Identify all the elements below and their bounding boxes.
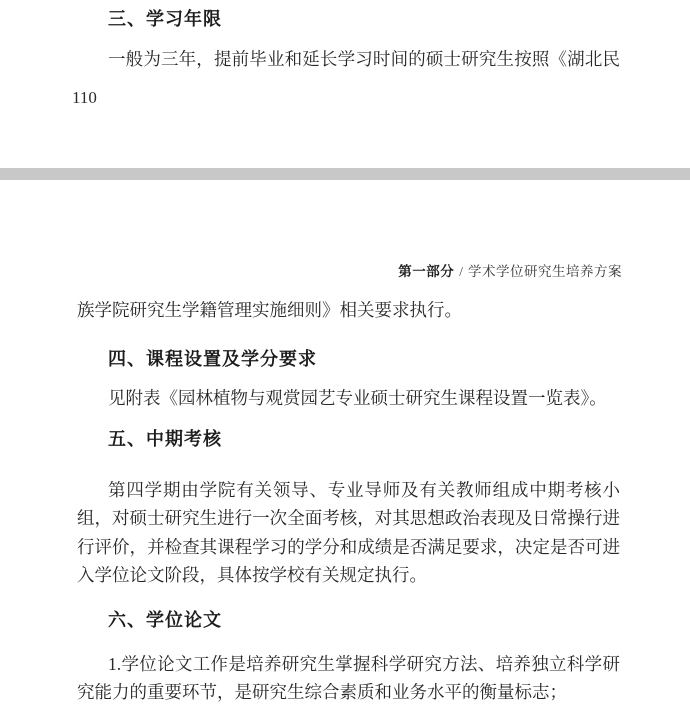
section-heading-midterm: 五、中期考核 bbox=[108, 429, 222, 449]
page-divider bbox=[0, 168, 690, 180]
header-part-label: 第一部分 bbox=[398, 264, 455, 279]
page-number: 110 bbox=[72, 88, 97, 107]
section-heading-study-duration: 三、学习年限 bbox=[108, 9, 222, 29]
body-line: 究能力的重要环节，是研究生综合素质和业务水平的衡量标志； bbox=[77, 682, 567, 703]
section-heading-courses: 四、课程设置及学分要求 bbox=[108, 349, 317, 369]
header-title: 学术学位研究生培养方案 bbox=[468, 264, 622, 279]
paragraph-courses bbox=[77, 384, 620, 412]
body-line: 第四学期由学院有关领导、专业导师及有关教师组成中期考核小 bbox=[108, 480, 620, 500]
page-current bbox=[0, 180, 690, 708]
continuation-line: 族学院研究生学籍管理实施细则》相关要求执行。 bbox=[77, 300, 462, 320]
header-separator: / bbox=[459, 264, 463, 279]
body-line: 入学位论文阶段，具体按学校有关规定执行。 bbox=[77, 564, 427, 585]
body-line: 行评价，并检查其课程学习的学分和成绩是否满足要求，决定是否可进 bbox=[77, 536, 620, 557]
paragraph-midterm bbox=[77, 476, 620, 589]
section-heading-thesis: 六、学位论文 bbox=[108, 610, 222, 630]
body-line: 见附表《园林植物与观赏园艺专业硕士研究生课程设置一览表》。 bbox=[108, 388, 607, 408]
page-previous bbox=[0, 0, 690, 168]
body-line: 组，对硕士研究生进行一次全面考核，对其思想政治表现及日常操行进 bbox=[77, 508, 620, 529]
running-header bbox=[398, 263, 622, 280]
paragraph-thesis bbox=[77, 650, 620, 707]
body-line: 一般为三年，提前毕业和延长学习时间的硕士研究生按照《湖北民 bbox=[108, 49, 620, 69]
body-line: 1.学位论文工作是培养研究生掌握科学研究方法、培养独立科学研 bbox=[108, 654, 620, 674]
